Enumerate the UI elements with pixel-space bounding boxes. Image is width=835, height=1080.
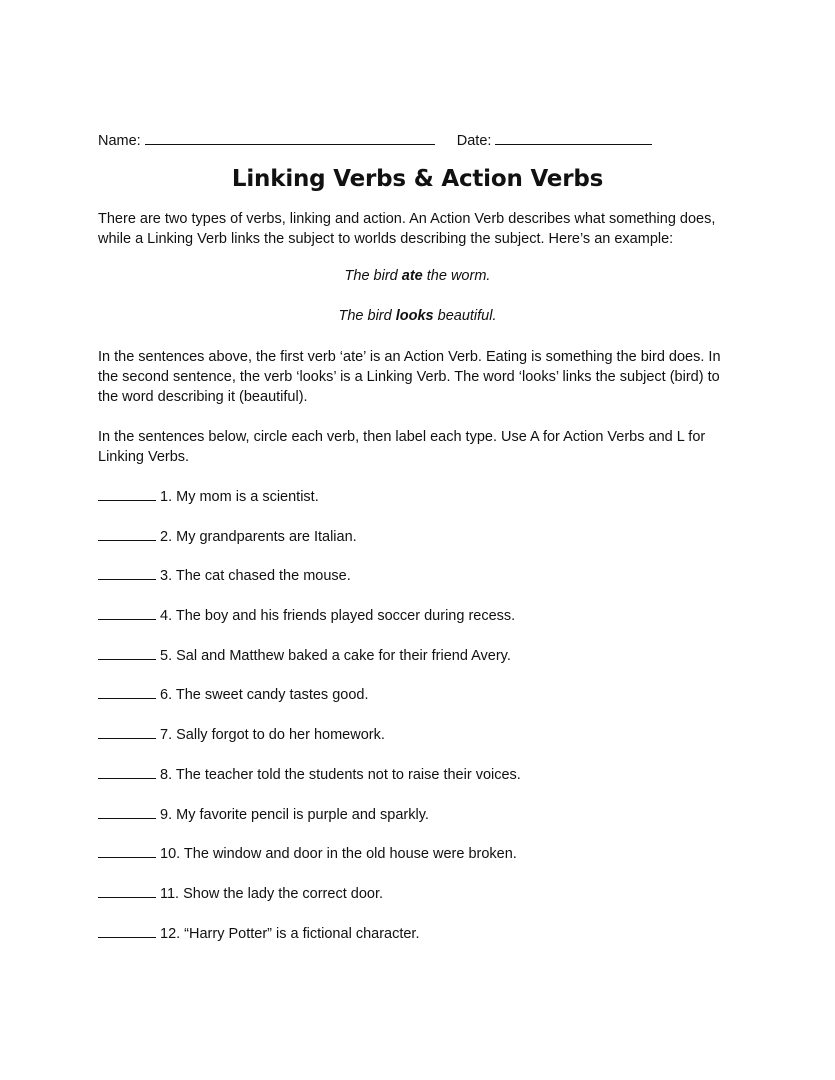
- exercise-item: [98, 883, 738, 923]
- exercise-text: 4. The boy and his friends played soccer during recess.: [160, 608, 516, 625]
- exercise-text: 12. “Harry Potter” is a fictional character.: [160, 925, 420, 942]
- name-blank[interactable]: [145, 130, 435, 145]
- example-sentence-2: [0, 308, 835, 324]
- exercise-text: 2. My grandparents are Italian.: [160, 528, 357, 545]
- example-1-verb: ate: [401, 268, 423, 284]
- exercise-text: 11. Show the lady the correct door.: [160, 885, 384, 902]
- answer-blank[interactable]: [98, 843, 156, 858]
- answer-blank[interactable]: [98, 883, 156, 898]
- exercise-item: [98, 486, 738, 526]
- exercise-text: 5. Sal and Matthew baked a cake for their friend Avery.: [160, 647, 511, 664]
- exercise-list: [98, 486, 738, 962]
- exercise-text: 10. The window and door in the old house were broken.: [160, 846, 517, 863]
- instructions-paragraph: In the sentences below, circle each verb, then label each type. Use A for Action Verbs and L for Linking Verbs.: [98, 429, 706, 465]
- answer-blank[interactable]: [98, 565, 156, 580]
- example-2-before: The bird: [338, 308, 396, 324]
- example-2-verb: looks: [395, 308, 434, 324]
- exercise-item: [98, 526, 738, 566]
- exercise-text: 6. The sweet candy tastes good.: [160, 687, 369, 704]
- answer-blank[interactable]: [98, 486, 156, 501]
- explanation-paragraph: In the sentences above, the first verb ‘ate’ is an Action Verb. Eating is something the bird does. In the second sentence, the verb ‘looks’ is a Linking Verb. The word ‘looks’ links the subject (bird) to the word describing it (beautiful).: [98, 349, 721, 405]
- exercise-item: [98, 605, 738, 645]
- exercise-text: 9. My favorite pencil is purple and sparkly.: [160, 806, 429, 823]
- answer-blank[interactable]: [98, 684, 156, 699]
- example-1-before: The bird: [344, 268, 402, 284]
- answer-blank[interactable]: [98, 923, 156, 938]
- exercise-item: [98, 804, 738, 844]
- date-group: [457, 130, 653, 149]
- exercise-text: 1. My mom is a scientist.: [160, 489, 319, 505]
- name-label: Name:: [98, 133, 141, 149]
- exercise-item: [98, 565, 738, 605]
- example-sentence-1: [0, 268, 835, 284]
- exercise-text: 8. The teacher told the students not to raise their voices.: [160, 766, 521, 783]
- exercise-item: [98, 724, 738, 764]
- exercise-item: [98, 684, 738, 724]
- answer-blank[interactable]: [98, 764, 156, 779]
- exercise-item: [98, 645, 738, 685]
- example-1-after: the worm.: [422, 268, 491, 284]
- answer-blank[interactable]: [98, 605, 156, 620]
- answer-blank[interactable]: [98, 804, 156, 819]
- intro-paragraph: There are two types of verbs, linking and action. An Action Verb describes what something does, while a Linking Verb links the subject to worlds describing the subject. Here’s an example:: [98, 211, 716, 247]
- exercise-text: 7. Sally forgot to do her homework.: [160, 727, 385, 744]
- exercise-text: 3. The cat chased the mouse.: [160, 568, 351, 585]
- answer-blank[interactable]: [98, 526, 156, 541]
- exercise-item: [98, 843, 738, 883]
- answer-blank[interactable]: [98, 724, 156, 739]
- page-title: Linking Verbs & Action Verbs: [231, 166, 604, 192]
- exercise-item: [98, 923, 738, 963]
- header-row: [98, 130, 698, 149]
- exercise-item: [98, 764, 738, 804]
- date-label: Date:: [456, 133, 492, 149]
- answer-blank[interactable]: [98, 645, 156, 660]
- example-2-after: beautiful.: [433, 308, 497, 324]
- date-blank[interactable]: [495, 130, 652, 145]
